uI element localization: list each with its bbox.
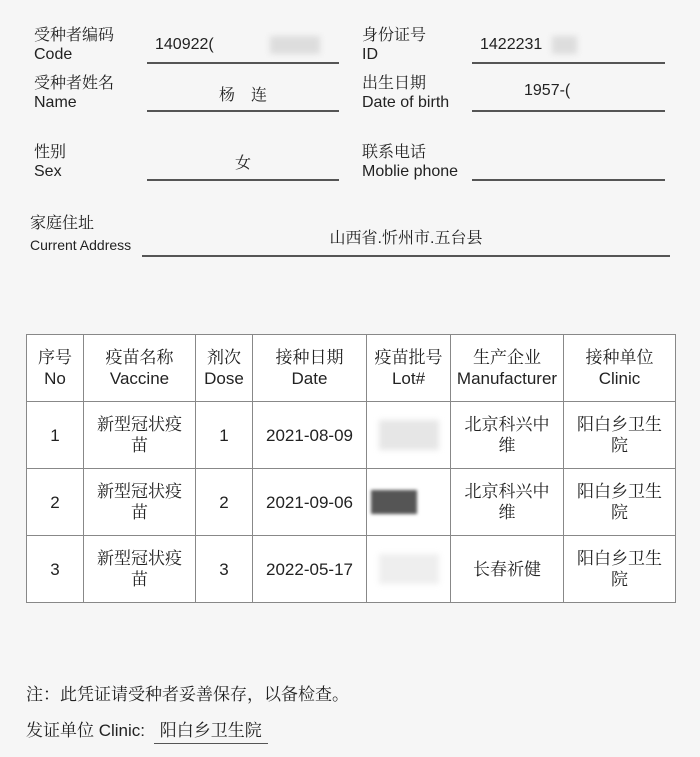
- id-underline: [472, 62, 665, 64]
- dob-label: [362, 74, 449, 112]
- cell-date: 2022-05-17: [253, 536, 367, 603]
- cell-manufacturer: 北京科兴中维: [451, 469, 564, 536]
- redacted-code: [270, 36, 320, 54]
- cell-clinic: 阳白乡卫生院: [564, 536, 676, 603]
- name-value: 杨 连: [218, 87, 267, 104]
- cell-lot: [367, 536, 451, 603]
- cell-no: 1: [27, 402, 84, 469]
- table-header-row: [27, 335, 676, 402]
- address-label-en: Current Address: [30, 237, 132, 253]
- address-label-cn: 家庭住址: [30, 215, 95, 232]
- dob-label-cn: 出生日期: [362, 75, 427, 92]
- cell-dose: 3: [196, 536, 253, 603]
- name-label-cn: 受种者姓名: [34, 75, 115, 92]
- issuer-label: 发证单位 Clinic:: [26, 721, 146, 740]
- cell-vaccine: 新型冠状疫苗: [84, 402, 196, 469]
- name-label: [34, 74, 114, 112]
- cell-dose: 1: [196, 402, 253, 469]
- sex-value: 女: [234, 155, 251, 172]
- dob-value: 1957-(: [524, 82, 571, 99]
- header-manufacturer: 生产企业 Manufacturer: [451, 335, 564, 402]
- header-no: 序号 No: [27, 335, 84, 402]
- name-label-en: Name: [34, 94, 77, 111]
- id-value: 1422231: [480, 36, 543, 53]
- id-label: [362, 26, 426, 64]
- code-label: [34, 26, 114, 64]
- phone-label-cn: 联系电话: [362, 144, 427, 161]
- phone-label: [362, 143, 458, 181]
- vaccination-table: [26, 334, 676, 603]
- code-label-en: Code: [34, 46, 73, 63]
- table-row: [27, 469, 676, 536]
- code-value: 140922(: [155, 36, 214, 53]
- id-label-en: ID: [362, 46, 378, 63]
- cell-dose: 2: [196, 469, 253, 536]
- cell-date: 2021-08-09: [253, 402, 367, 469]
- cell-manufacturer: 长春祈健: [451, 536, 564, 603]
- sex-underline: [147, 179, 339, 181]
- code-label-cn: 受种者编码: [34, 27, 115, 44]
- issuer: [26, 716, 268, 741]
- cell-clinic: 阳白乡卫生院: [564, 469, 676, 536]
- redacted-id: [552, 36, 577, 54]
- header-dose: 剂次 Dose: [196, 335, 253, 402]
- table-row: [27, 536, 676, 603]
- address-underline: [142, 255, 670, 257]
- cell-vaccine: 新型冠状疫苗: [84, 536, 196, 603]
- phone-underline: [472, 179, 665, 181]
- dob-underline: [472, 110, 665, 112]
- cell-no: 3: [27, 536, 84, 603]
- header-lot: 疫苗批号 Lot#: [367, 335, 451, 402]
- cell-date: 2021-09-06: [253, 469, 367, 536]
- cell-manufacturer: 北京科兴中维: [451, 402, 564, 469]
- cell-lot: [367, 402, 451, 469]
- sex-label-cn: 性别: [34, 144, 67, 161]
- header-vaccine: 疫苗名称 Vaccine: [84, 335, 196, 402]
- id-label-cn: 身份证号: [362, 27, 427, 44]
- sex-label-en: Sex: [34, 163, 62, 180]
- cell-lot: [367, 469, 451, 536]
- address-label: [30, 210, 131, 253]
- cell-clinic: 阳白乡卫生院: [564, 402, 676, 469]
- phone-label-en: Moblie phone: [362, 163, 459, 180]
- code-underline: [147, 62, 339, 64]
- cell-no: 2: [27, 469, 84, 536]
- issuer-value: 阳白乡卫生院: [154, 721, 268, 744]
- address-value: 山西省.忻州市.五台县: [329, 230, 483, 247]
- header-clinic: 接种单位 Clinic: [564, 335, 676, 402]
- sex-label: [34, 143, 66, 181]
- cell-vaccine: 新型冠状疫苗: [84, 469, 196, 536]
- footer-note: 注：此凭证请受种者妥善保存，以备检查。: [26, 685, 349, 704]
- name-underline: [147, 110, 339, 112]
- dob-label-en: Date of birth: [362, 94, 450, 111]
- header-date: 接种日期 Date: [253, 335, 367, 402]
- table-row: [27, 402, 676, 469]
